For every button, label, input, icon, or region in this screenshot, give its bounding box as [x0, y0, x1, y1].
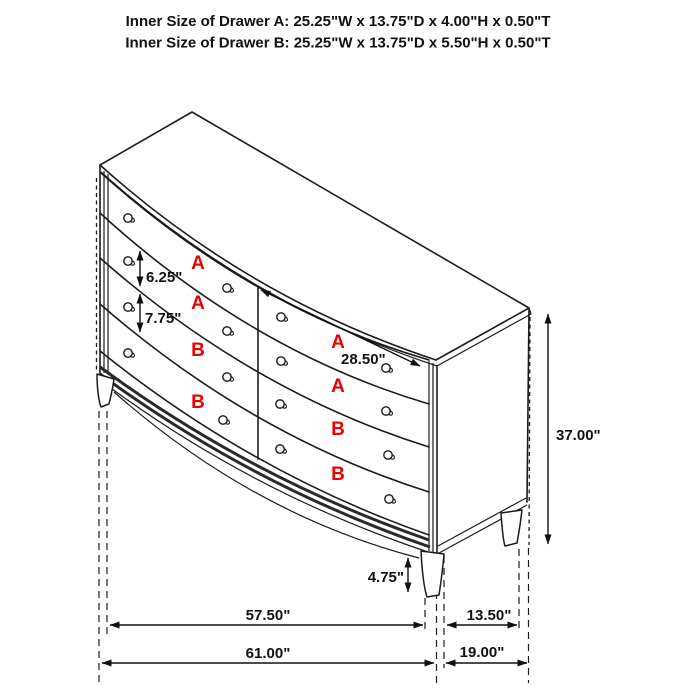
front-left-leg [97, 374, 114, 407]
extension-lines [99, 411, 529, 683]
drawer-label-left-3: B [191, 340, 205, 361]
dimension-label-total-width: 61.00" [245, 645, 291, 662]
front-right-leg [421, 551, 444, 597]
top-front-bow-edge [100, 165, 436, 360]
header-drawer-a-size: Inner Size of Drawer A: 25.25"W x 13.75"D x 4.00"H x 0.50"T [125, 13, 551, 30]
drawer-label-left-1: A [191, 253, 205, 274]
dimension-label-leg-height: 4.75" [367, 569, 404, 586]
drawer-boundary-3 [100, 304, 429, 492]
knob-icon [124, 303, 136, 312]
knob-icon [124, 214, 136, 223]
dimension-label-side-leg-spacing: 13.50" [466, 607, 512, 624]
base-molding-upper [100, 367, 429, 540]
knob-icon [277, 313, 289, 322]
knob-icon [223, 327, 235, 336]
dimension-label-drawer-a-height: 6.25" [146, 269, 183, 286]
knob-icon [277, 357, 289, 366]
drawer-label-right-3: B [331, 419, 345, 440]
rear-right-leg [501, 510, 522, 546]
knob-icon [276, 400, 288, 409]
drawer-label-left-2: A [191, 293, 205, 314]
knob-icon [223, 284, 235, 293]
dimension-label-right-opening-width: 28.50" [341, 351, 386, 368]
header-drawer-b-size: Inner Size of Drawer B: 25.25"W x 13.75"D x 5.50"H x 0.50"T [125, 34, 551, 52]
knob-icon [276, 445, 288, 454]
drawer-label-left-4: B [191, 392, 205, 413]
knob-icon [124, 257, 136, 266]
right-back-edge [527, 310, 529, 502]
dresser-top [100, 112, 531, 366]
dimension-label-drawer-b-height: 7.75" [145, 310, 182, 327]
dimension-labels [145, 269, 601, 662]
top-right-edge-band [437, 308, 531, 366]
drawer-label-right-2: A [331, 376, 345, 397]
dimension-label-front-width: 57.50" [245, 607, 291, 624]
hidden-edge-lines [97, 178, 531, 545]
drawer-label-right-1: A [331, 332, 345, 353]
knob-icon [219, 416, 231, 425]
dimension-label-total-height: 37.00" [556, 427, 601, 444]
dimension-label-total-depth: 19.00" [459, 644, 505, 661]
knob-icon [124, 349, 136, 358]
knob-icon [223, 373, 235, 382]
drawer-label-right-4: B [331, 464, 345, 485]
drawer-boundary-0 [100, 172, 429, 360]
drawer-boundary-4 [100, 351, 429, 535]
knob-icon [384, 451, 396, 460]
knob-icon [382, 407, 394, 416]
base-bottom-edge [100, 380, 431, 553]
knob-icon [385, 495, 397, 504]
